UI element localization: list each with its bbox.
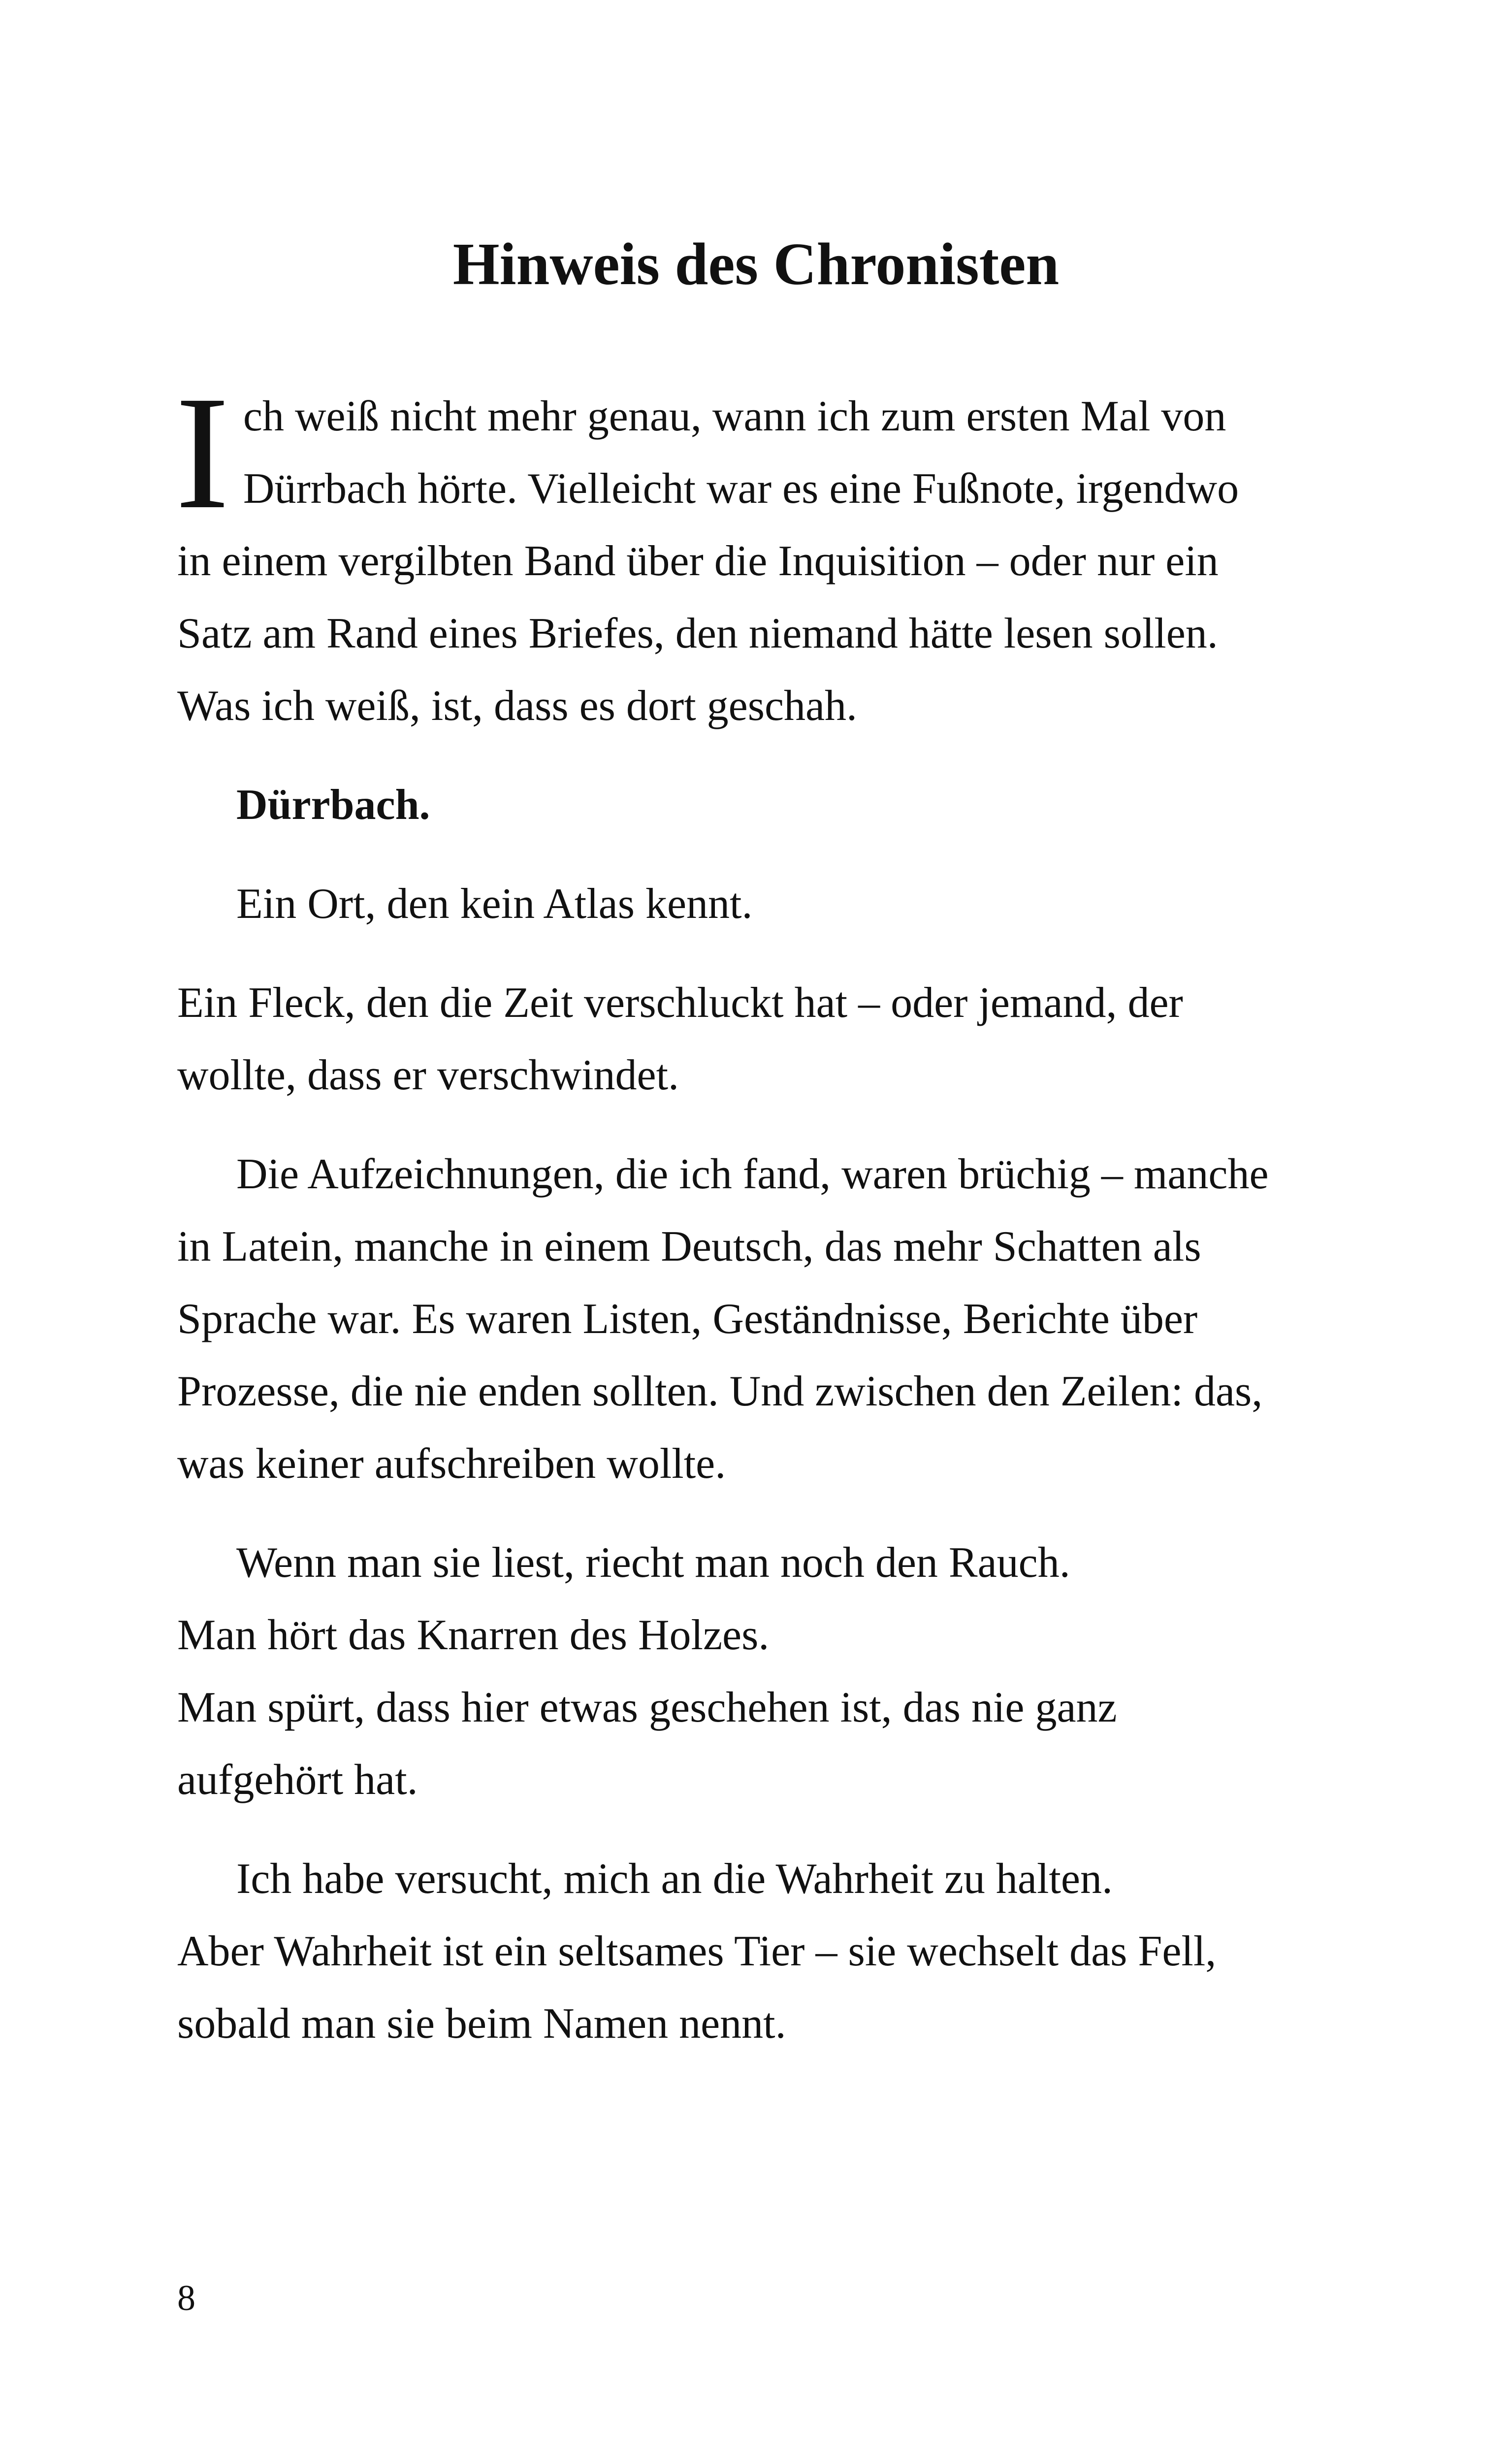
paragraph-line: Ein Fleck, den die Zeit verschluckt hat – oder jemand, der xyxy=(177,979,1183,1027)
paragraph-line: Prozesse, die nie enden sollten. Und zwischen den Zeilen: das, xyxy=(177,1368,1263,1415)
paragraph-line: Man spürt, dass hier etwas geschehen ist, das nie ganz xyxy=(177,1684,1117,1731)
intro-line: in einem vergilbten Band über die Inquisition – oder nur ein xyxy=(177,537,1219,585)
paragraph-line: was keiner aufschreiben wollte. xyxy=(177,1440,726,1488)
fleck-paragraph xyxy=(177,967,1359,1111)
intro-line: Dürrbach hörte. Vielleicht war es eine Fußnote, irgendwo xyxy=(243,465,1239,513)
rauch-paragraph xyxy=(177,1527,1359,1816)
chapter-title: Hinweis des Chronisten xyxy=(452,231,1060,297)
atlas-paragraph: Ein Ort, den kein Atlas kennt. xyxy=(236,880,753,928)
paragraph-line: Die Aufzeichnungen, die ich fand, waren brüchig – manche xyxy=(236,1150,1269,1198)
paragraph-line: wollte, dass er verschwindet. xyxy=(177,1051,679,1099)
paragraph-line: Ich habe versucht, mich an die Wahrheit zu halten. xyxy=(236,1855,1113,1903)
drop-cap-letter: I xyxy=(175,363,229,543)
paragraph-line: aufgehört hat. xyxy=(177,1756,418,1804)
page-number: 8 xyxy=(177,2278,195,2318)
aufzeichnungen-paragraph xyxy=(177,1138,1359,1500)
paragraph-line: Wenn man sie liest, riecht man noch den Rauch. xyxy=(236,1539,1070,1587)
paragraph-line: Sprache war. Es waren Listen, Geständnisse, Berichte über xyxy=(177,1295,1198,1343)
intro-line: Satz am Rand eines Briefes, den niemand hätte lesen sollen. xyxy=(177,610,1218,657)
intro-line: ch weiß nicht mehr genau, wann ich zum ersten Mal von xyxy=(243,392,1226,440)
paragraph-line: Aber Wahrheit ist ein seltsames Tier – sie wechselt das Fell, xyxy=(177,1927,1217,1975)
paragraph-line: in Latein, manche in einem Deutsch, das mehr Schatten als xyxy=(177,1223,1201,1270)
chapter-body xyxy=(175,363,1359,2086)
paragraph-line: sobald man sie beim Namen nennt. xyxy=(177,2000,786,2048)
intro-line: Was ich weiß, ist, dass es dort geschah. xyxy=(177,682,858,730)
place-heading: Dürrbach. xyxy=(236,781,430,829)
intro-paragraph xyxy=(175,363,1359,742)
paragraph-line: Man hört das Knarren des Holzes. xyxy=(177,1611,770,1659)
wahrheit-paragraph xyxy=(177,1843,1359,2060)
